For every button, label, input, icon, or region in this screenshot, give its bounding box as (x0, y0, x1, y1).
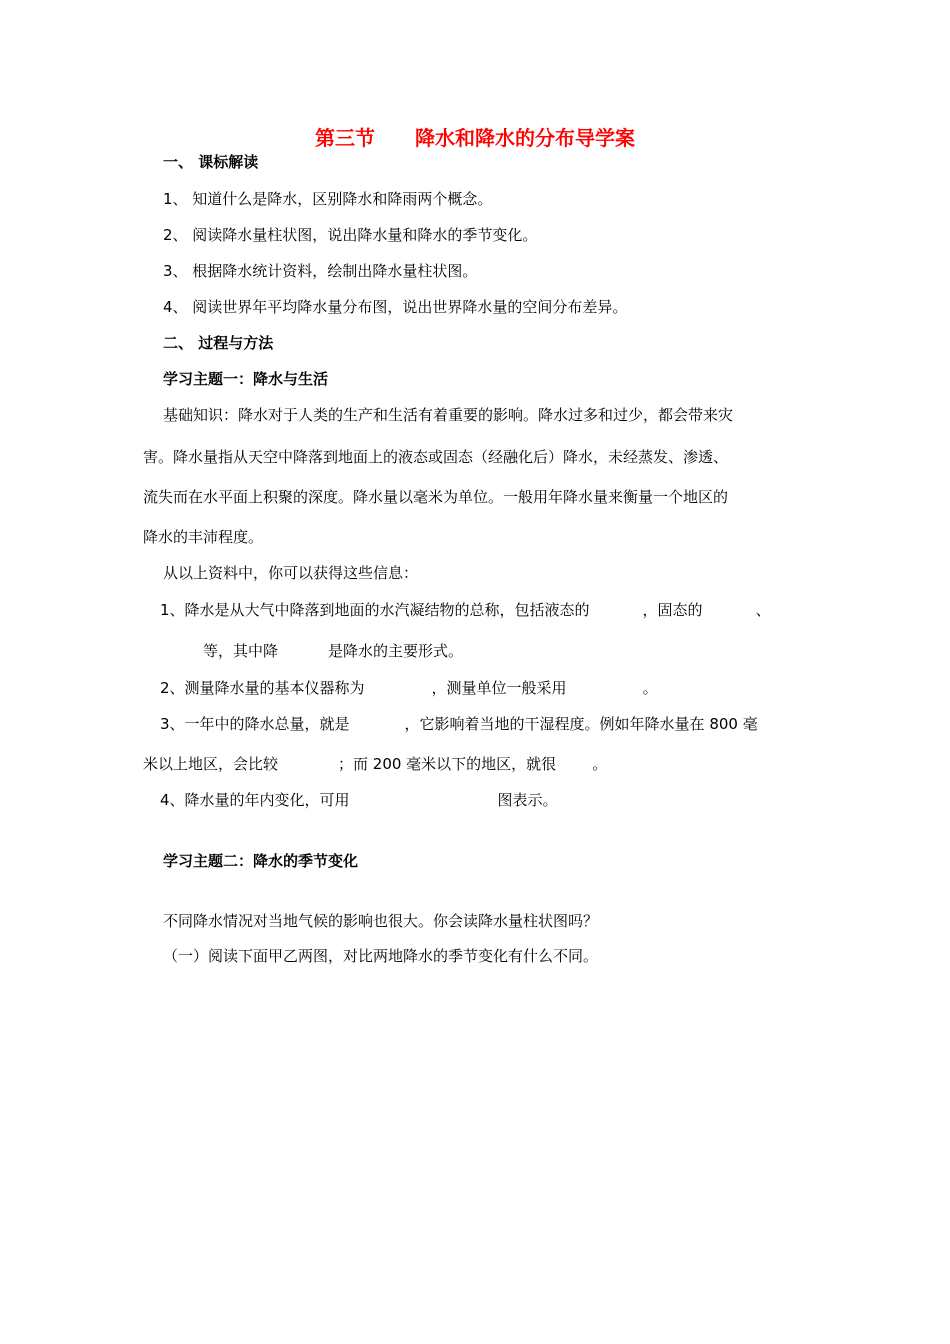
basic-knowledge-line-2: 害。降水量指从天空中降落到地面上的液态或固态（经融化后）降水，未经蒸发、渗透、 (143, 448, 729, 466)
question-3-line-2 (143, 754, 607, 774)
section1-item-2: 2、 阅读降水量柱状图，说出降水量和降水的季节变化。 (163, 226, 538, 244)
question-1-text-c: 、 (755, 601, 771, 619)
question-3-text-d: ；而 200 毫米以下的地区，就很 (338, 755, 557, 773)
question-1-text-a: 1、降水是从大气中降落到地面的水汽凝结物的总称，包括液态的 (160, 601, 590, 619)
question-2 (160, 678, 658, 698)
question-1-text-d: 等，其中降 (203, 642, 279, 660)
section1-item-1: 1、 知道什么是降水，区别降水和降雨两个概念。 (163, 190, 493, 208)
basic-knowledge-line-4: 降水的丰沛程度。 (143, 528, 264, 546)
question-2-text-b: ，测量单位一般采用 (431, 679, 567, 697)
topic2-paragraph: 不同降水情况对当地气候的影响也很大。你会读降水量柱状图吗？ (163, 912, 599, 930)
section1-heading: 一、 课标解读 (163, 153, 259, 171)
question-1-line-1 (160, 600, 771, 620)
question-2-text-c: 。 (642, 679, 658, 697)
question-3-text-b: ，它影响着当地的干湿程度。例如年降水量在 800 毫 (404, 715, 758, 733)
question-3-text-e: 。 (592, 755, 608, 773)
section1-item-3: 3、 根据降水统计资料，绘制出降水量柱状图。 (163, 262, 478, 280)
question-3-line-1 (160, 714, 758, 734)
section1-item-4: 4、 阅读世界年平均降水量分布图，说出世界降水量的空间分布差异。 (163, 298, 628, 316)
question-1-line-2 (203, 641, 463, 661)
title-main: 降水和降水的分布导学案 (415, 126, 635, 150)
question-1-text-e: 是降水的主要形式。 (328, 642, 464, 660)
info-intro: 从以上资料中，你可以获得这些信息： (163, 564, 419, 582)
question-4-text-a: 4、降水量的年内变化，可用 (160, 791, 350, 809)
title-section-number: 第三节 (315, 126, 375, 150)
page-title (0, 125, 950, 151)
basic-knowledge-line-3: 流失而在水平面上积聚的深度。降水量以毫米为单位。一般用年降水量来衡量一个地区的 (143, 488, 729, 506)
topic2-instruction: （一）阅读下面甲乙两图，对比两地降水的季节变化有什么不同。 (163, 947, 599, 965)
question-4 (160, 790, 558, 810)
question-3-text-c: 米以上地区，会比较 (143, 755, 279, 773)
basic-knowledge-line-1: 基础知识：降水对于人类的生产和生活有着重要的影响。降水过多和过少，都会带来灾 (163, 406, 734, 424)
topic2-heading: 学习主题二：降水的季节变化 (163, 852, 359, 870)
question-4-text-b: 图表示。 (497, 791, 558, 809)
section2-heading: 二、 过程与方法 (163, 334, 274, 352)
question-1-text-b: ，固态的 (642, 601, 703, 619)
question-2-text-a: 2、测量降水量的基本仪器称为 (160, 679, 365, 697)
topic1-heading: 学习主题一：降水与生活 (163, 370, 329, 388)
question-3-text-a: 3、一年中的降水总量，就是 (160, 715, 350, 733)
